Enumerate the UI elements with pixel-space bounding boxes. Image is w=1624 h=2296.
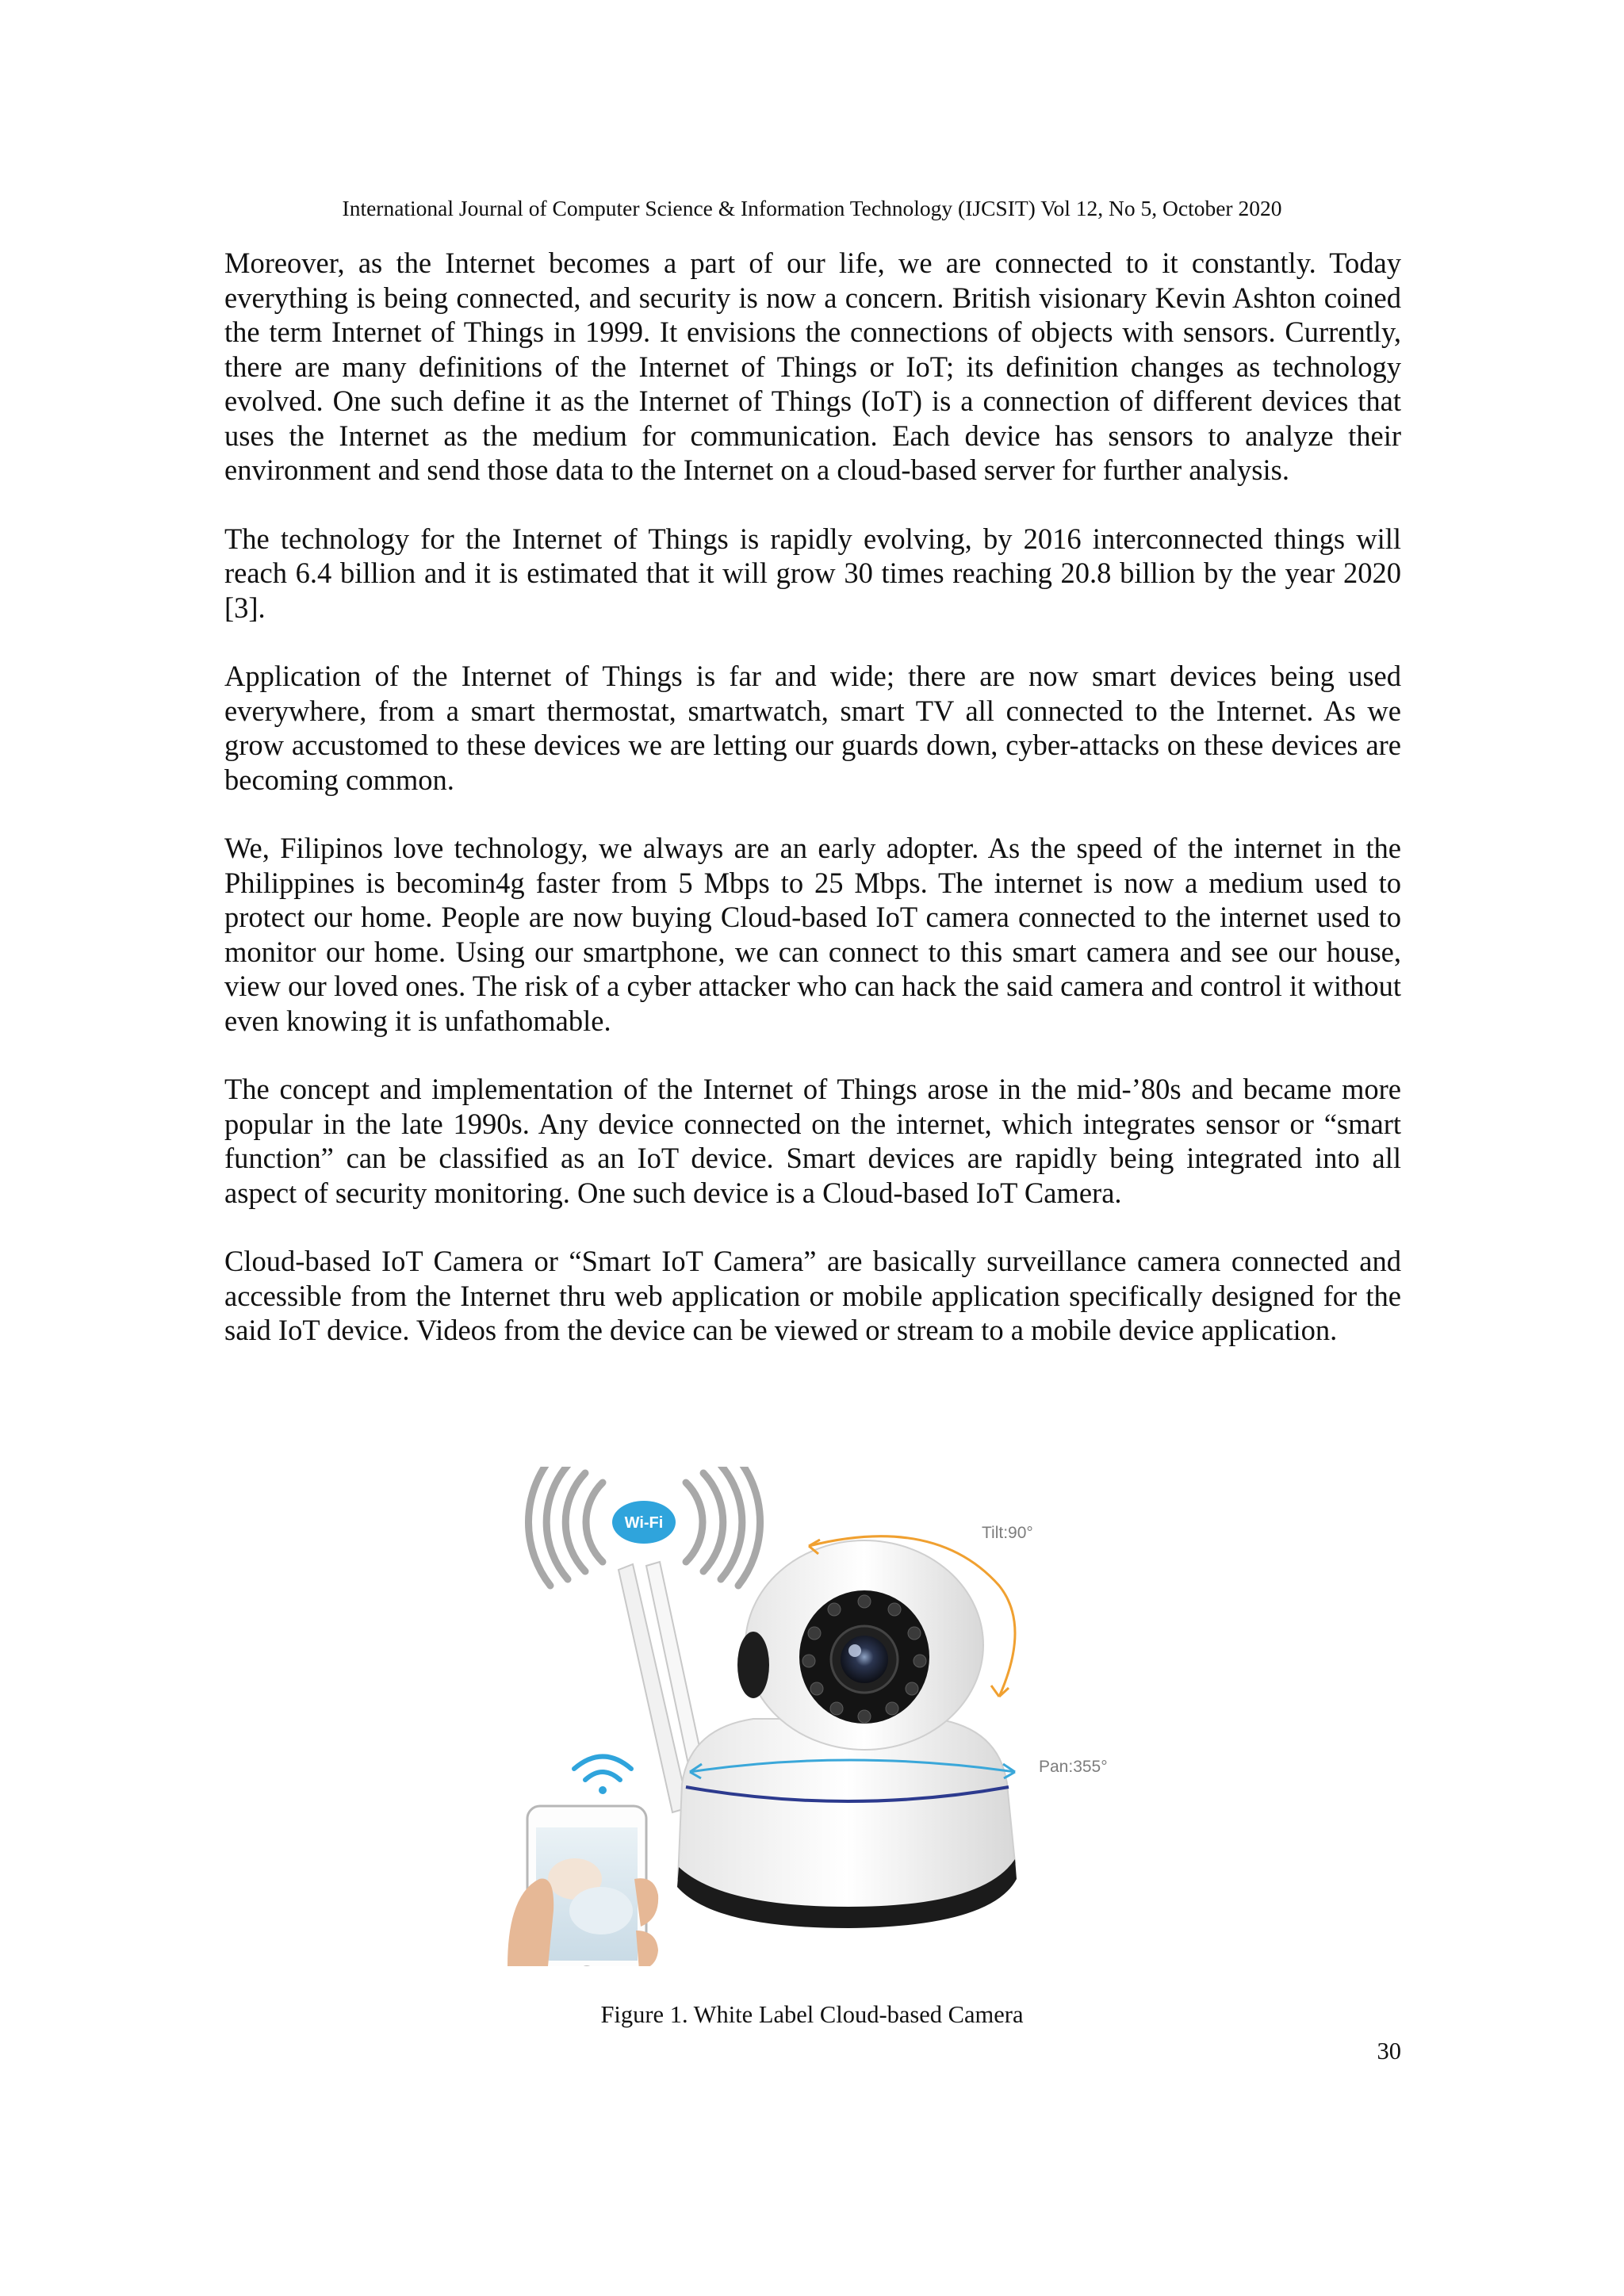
journal-header: International Journal of Computer Science & Information Technology (IJCSIT) Vol 12, No 5, October 2020 (342, 196, 1282, 220)
smartphone-in-hand (508, 1806, 658, 1966)
paragraph-iot-intro: Moreover, as the Internet becomes a part of our life, we are connected to it constantly. Today everything is being connected, and security is now a concern. British visionary Kevin Ashton coined the term Internet of Things in 1999. It envisions the connections of objects with sensors. Currently, there are many definitions of the Internet of Things or IoT; its definition changes as technology evolved. One such define it as the Internet of Things (IoT) is a connection of different devices that uses the Internet as the medium for communication. Each device has sensors to analyze their environment and send those data to the Internet on a cloud-based server for further analysis. (224, 247, 1401, 486)
camera-lens-icon (831, 1626, 898, 1693)
body-text (224, 246, 1401, 1382)
figure-caption: Figure 1. White Label Cloud-based Camera (600, 2001, 1024, 2028)
paragraph-filipinos-technology: We, Filipinos love technology, we always are an early adopter. As the speed of the internet in the Philippines is becomin4g faster from 5 Mbps to 25 Mbps. The internet is now a medium used to protect our home. People are now buying Cloud-based IoT camera connected to the internet used to monitor our home. Using our smartphone, we can connect to this smart camera and see our house, view our loved ones. The risk of a cyber attacker who can hack the said camera and control it without even knowing it is unfathomable. (224, 832, 1401, 1037)
tilt-label: Tilt:90° (982, 1524, 1033, 1542)
cloud-camera-illustration (492, 1467, 1142, 1966)
wifi-badge-label: Wi-Fi (624, 1514, 664, 1532)
paragraph-iot-growth: The technology for the Internet of Things is rapidly evolving, by 2016 interconnected things will reach 6.4 billion and it is estimated that it will grow 30 times reaching 20.8 billion by the year 2020 [3]. (224, 522, 1401, 624)
paragraph-cloud-camera: Cloud-based IoT Camera or “Smart IoT Camera” are basically surveillance camera connected and accessible from the Internet thru web application or mobile application specifically designed for the said IoT device. Videos from the device can be viewed or stream to a mobile device application. (224, 1245, 1401, 1346)
paragraph-iot-applications: Application of the Internet of Things is far and wide; there are now smart devices being used everywhere, from a smart thermostat, smartwatch, smart TV all connected to the Internet. As we grow accustomed to these devices we are letting our guards down, cyber-attacks on these devices are becoming common. (224, 660, 1401, 796)
pan-label: Pan:355° (1039, 1758, 1108, 1776)
phone-wifi-icon (574, 1757, 631, 1795)
page-number: 30 (1377, 2038, 1401, 2064)
figure-cloud-camera (492, 1467, 1142, 1966)
camera-base (677, 1719, 1017, 1928)
paragraph-iot-history: The concept and implementation of the Internet of Things arose in the mid-’80s and became more popular in the late 1990s. Any device connected on the internet, which integrates sensor or “smart function” can be classified as an IoT device. Smart devices are rapidly being integrated into all aspect of security monitoring. One such device is a Cloud-based IoT Camera. (224, 1073, 1401, 1209)
